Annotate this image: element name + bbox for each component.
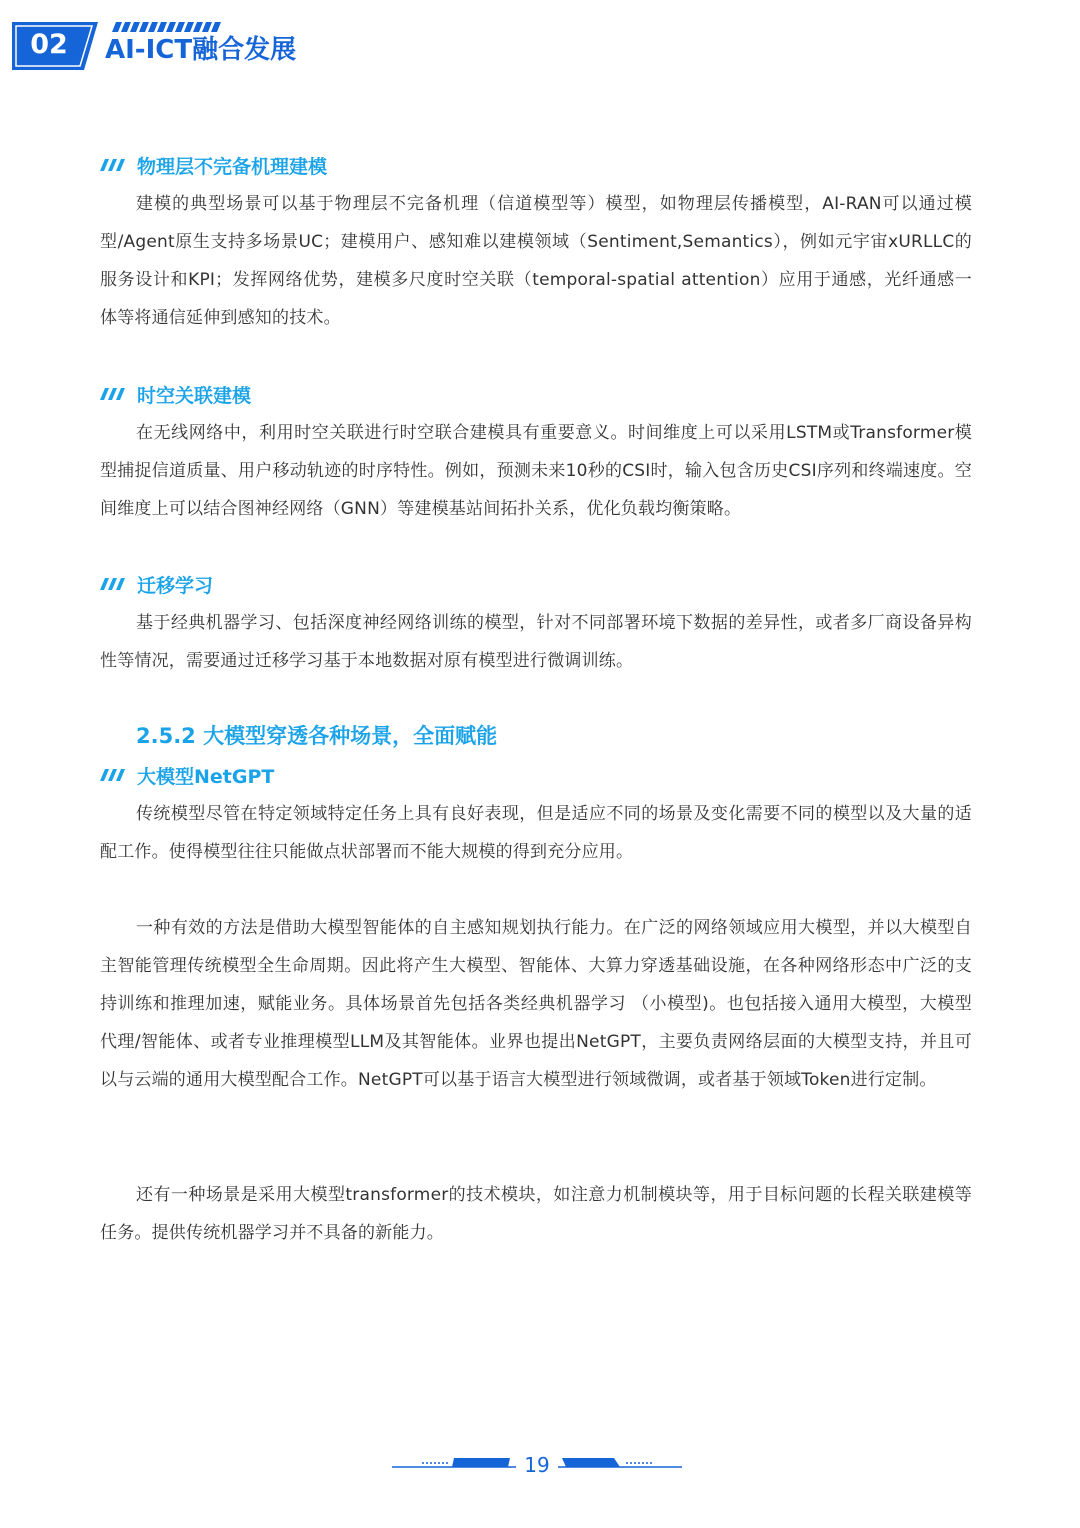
paragraph-spatiotemporal: 在无线网络中，利用时空关联进行时空联合建模具有重要意义。时间维度上可以采用LSTM或Transformer模型捕捉信道质量、用户移动轨迹的时序特性。例如，预测未来10秒的CSI时，输入包含历史CSI序列和终端速度。空间维度上可以结合图神经网络（GNN）等建模基站间拓扑关系，优化负载均衡策略。 [100, 423, 972, 519]
paragraph-netgpt-1: 传统模型尽管在特定领域特定任务上具有良好表现，但是适应不同的场景及变化需要不同的模型以及大量的适配工作。使得模型往往只能做点状部署而不能大规模的得到充分应用。 [100, 804, 972, 862]
triple-slash-icon [100, 769, 126, 781]
footer-decoration-right [558, 1456, 682, 1472]
section-heading-2-5-2: 2.5.2 大模型穿透各种场景，全面赋能 [136, 724, 498, 748]
subsection-heading-text: 时空关联建模 [137, 384, 252, 407]
triple-slash-icon [100, 578, 126, 590]
subsection-heading-text: 物理层不完备机理建模 [137, 155, 328, 178]
subsection-heading-text: 大模型NetGPT [137, 765, 275, 788]
subsection-heading-physical-layer [100, 150, 327, 180]
paragraph-physical-layer: 建模的典型场景可以基于物理层不完备机理（信道模型等）模型，如物理层传播模型，AI-RAN可以通过模型/Agent原生支持多场景UC；建模用户、感知难以建模领域（Sentiment,Semantics），例如元宇宙xURLLC的服务设计和KPI；发挥网络优势，建模多尺度时空关联（temporal-spatial attention）应用于通感，光纤通感一体等将通信延伸到感知的技术。 [100, 194, 972, 328]
paragraph-transfer-learning: 基于经典机器学习、包括深度神经网络训练的模型，针对不同部署环境下数据的差异性，或者多厂商设备异构性等情况，需要通过迁移学习基于本地数据对原有模型进行微调训练。 [100, 613, 972, 671]
subsection-heading-netgpt [100, 760, 274, 790]
paragraph-netgpt-2: 一种有效的方法是借助大模型智能体的自主感知规划执行能力。在广泛的网络领域应用大模型，并以大模型自主智能管理传统模型全生命周期。因此将产生大模型、智能体、大算力穿透基础设施，在各种网络形态中广泛的支持训练和推理加速，赋能业务。具体场景首先包括各类经典机器学习 （小模型)。也包括接入通用大模型，大模型代理/智能体、或者专业推理模型LLM及其智能体。业界也提出NetGPT，主要负责网络层面的大模型支持，并且可以与云端的通用大模型配合工作。NetGPT可以基于语言大模型进行领域微调，或者基于领域Token进行定制。 [100, 918, 972, 1090]
chapter-title: AI-ICT融合发展 [105, 35, 297, 65]
subsection-heading-text: 迁移学习 [137, 574, 214, 597]
page-header [0, 0, 400, 80]
page-number: 19 [524, 1453, 550, 1477]
page-footer [392, 1448, 682, 1482]
triple-slash-icon [100, 159, 126, 171]
subsection-heading-spatiotemporal [100, 379, 251, 409]
chapter-number: 02 [30, 29, 68, 60]
paragraph-netgpt-3: 还有一种场景是采用大模型transformer的技术模块，如注意力机制模块等，用于目标问题的长程关联建模等任务。提供传统机器学习并不具备的新能力。 [100, 1185, 972, 1243]
subsection-heading-transfer-learning [100, 569, 213, 599]
triple-slash-icon [100, 388, 126, 400]
